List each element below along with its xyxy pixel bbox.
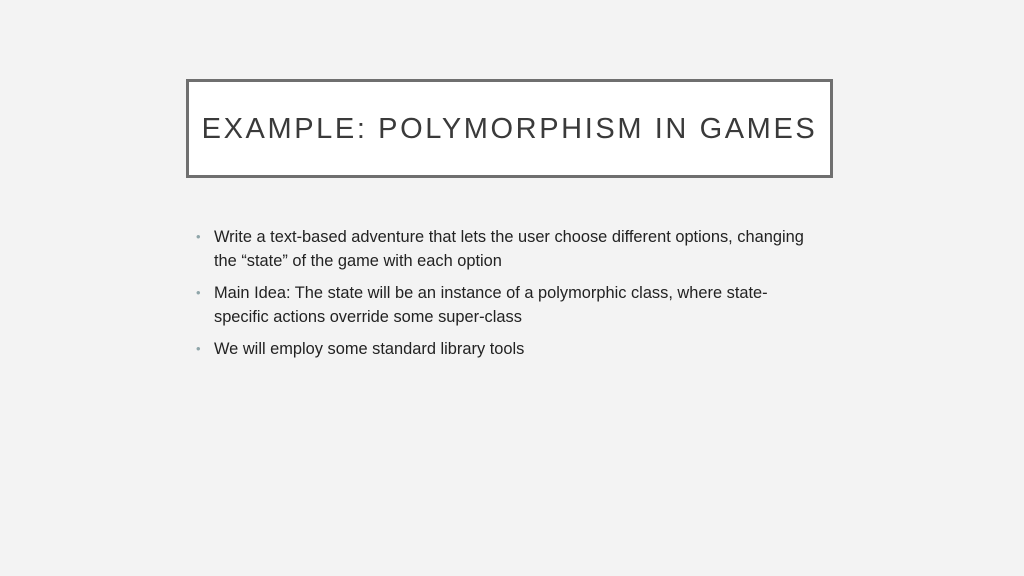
- slide-title: EXAMPLE: POLYMORPHISM IN GAMES: [201, 113, 818, 145]
- bullet-marker: •: [196, 285, 201, 300]
- bullet-text: Main Idea: The state will be an instance of a polymorphic class, where state-specific actions override some super-class: [214, 284, 768, 326]
- title-box: [186, 79, 833, 178]
- bullet-item: [196, 225, 816, 273]
- bullet-marker: •: [196, 341, 201, 356]
- bullet-item: [196, 281, 816, 329]
- bullet-list: [196, 225, 816, 369]
- bullet-marker: •: [196, 229, 201, 244]
- bullet-text: We will employ some standard library tools: [214, 340, 525, 358]
- bullet-text: Write a text-based adventure that lets the user choose different options, changing the “state” of the game with each option: [214, 228, 804, 270]
- bullet-item: [196, 337, 816, 361]
